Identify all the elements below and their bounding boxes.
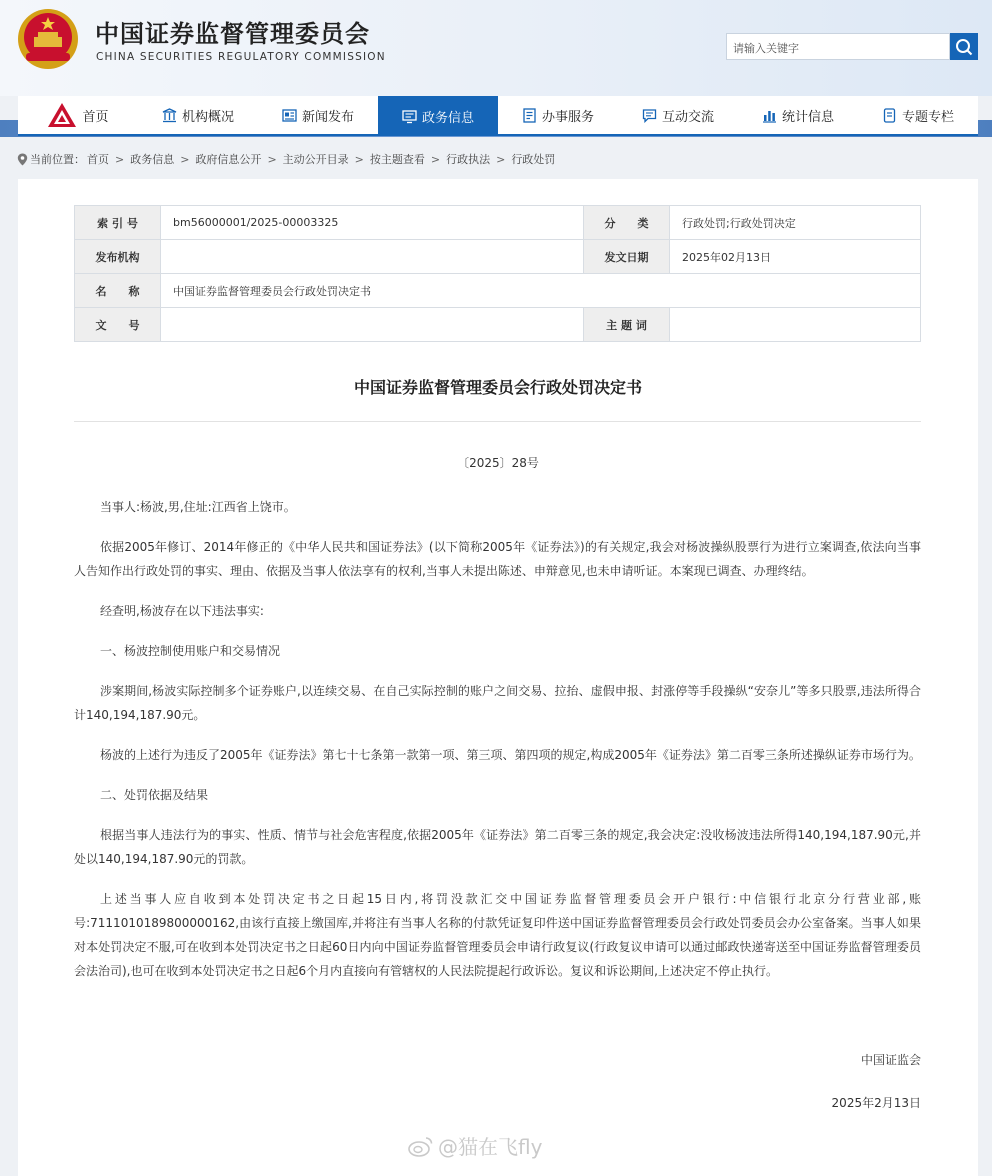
breadcrumb-link[interactable]: 主动公开目录 [282,153,349,166]
nav-statistics[interactable] [738,96,858,134]
nav-home[interactable] [18,96,138,134]
nav-institution[interactable] [138,96,258,134]
nav-home-label: 首页 [82,109,109,125]
nav-institution-label: 机构概况 [181,109,234,125]
breadcrumb-link[interactable]: 政府信息公开 [195,153,262,166]
search-input[interactable]: 请输入关键字 [726,33,950,60]
breadcrumb [17,151,555,167]
chat-icon [642,108,657,123]
paragraph: 当事人:杨波,男,住址:江西省上饶市。 [100,500,296,514]
nav-news-label: 新闻发布 [301,109,354,125]
meta-label: 主 题 词 [584,308,670,342]
nav-interaction-label: 互动交流 [661,109,714,125]
breadcrumb-separator: > [430,152,441,166]
news-icon [282,108,297,123]
content-panel [18,179,978,1176]
breadcrumb-link[interactable]: 按主题查看 [369,153,425,166]
site-subtitle: CHINA SECURITIES REGULATORY COMMISSION [96,51,386,63]
nav-government-info-label: 政务信息 [421,110,474,126]
chart-icon [762,108,777,123]
paragraph: 上述当事人应自收到本处罚决定书之日起15日内,将罚没款汇交中国证券监督管理委员会开户银行:中信银行北京分行营业部,账号:7111010189800000162,由该行直接上缴国库,并将注有当事人名称的付款凭证复印件送中国证券监督管理委员会行政处罚委员会办公室备案。当事人如果对本处罚决定不服,可在收到本处罚决定书之日起60日内向中国证券监督管理委员会申请行政复议(行政复议申请可以通过邮政快递寄送至中国证券监督管理委员会法治司),也可在收到本处罚决定书之日起6个月内直接向有管辖权的人民法院提起行政诉讼。复议和诉讼期间,上述决定不停止执行。 [74,892,921,978]
breadcrumb-separator: > [354,152,364,166]
breadcrumb-link[interactable]: 行政执法 [446,153,491,166]
meta-label: 名 称 [75,274,161,308]
location-pin-icon [17,153,28,166]
weibo-icon [408,1135,434,1157]
nav-government-info[interactable] [378,96,498,136]
divider [74,421,921,422]
paragraph: 杨波的上述行为违反了2005年《证券法》第七十七条第一款第一项、第三项、第四项的规定,构成2005年《证券法》第二百零三条所述操纵证券市场行为。 [100,748,921,762]
breadcrumb-link[interactable]: 行政处罚 [511,153,556,166]
section-heading: 一、杨波控制使用账户和交易情况 [100,644,281,658]
main-nav [18,96,978,136]
site-title[interactable]: 中国证券监督管理委员会 [95,20,370,48]
search-icon [955,38,973,56]
document-title: 中国证券监督管理委员会行政处罚决定书 [353,378,642,397]
breadcrumb-separator: > [180,152,190,166]
meta-value: 2025年02月13日 [670,240,921,274]
nav-statistics-label: 统计信息 [781,109,834,125]
meta-value: 行政处罚;行政处罚决定 [670,206,921,240]
nav-services-label: 办事服务 [541,109,594,125]
meta-label: 发文日期 [584,240,670,274]
meta-label: 分 类 [584,206,670,240]
document-number: 〔2025〕28号 [457,456,539,470]
metadata-table [74,205,921,342]
watermark [408,1131,542,1160]
paragraph: 根据当事人违法行为的事实、性质、情节与社会危害程度,依据2005年《证券法》第二百零三条的规定,我会决定:没收杨波违法所得140,194,187.90元,并处以140,194,187.90元的罚款。 [74,828,921,866]
meta-label: 发布机构 [75,240,161,274]
home-logo-icon [47,102,77,128]
breadcrumb-prefix: 当前位置： [30,153,85,166]
building-icon [162,108,177,123]
nav-special-topics-label: 专题专栏 [901,109,954,125]
document-icon [522,108,537,123]
breadcrumb-separator: > [267,152,277,166]
site-header [0,0,992,96]
sign-date: 2025年2月13日 [831,1096,921,1110]
meta-value: 中国证券监督管理委员会行政处罚决定书 [161,274,921,308]
signature: 中国证监会 [860,1053,921,1067]
national-emblem-icon [16,7,80,71]
breadcrumb-separator: > [496,152,506,166]
section-heading: 二、处罚依据及结果 [100,788,209,802]
monitor-icon [402,109,417,124]
nav-interaction[interactable] [618,96,738,134]
meta-label: 文 号 [75,308,161,342]
meta-value [161,240,584,274]
meta-value [670,308,921,342]
notebook-icon [882,108,897,123]
search-button[interactable] [950,33,978,60]
meta-value [161,308,584,342]
meta-label: 索 引 号 [75,206,161,240]
paragraph: 经查明,杨波存在以下违法事实: [100,604,264,618]
document-body [74,495,921,999]
nav-news[interactable] [258,96,378,134]
breadcrumb-link[interactable]: 政务信息 [130,153,175,166]
meta-value: bm56000001/2025-00003325 [161,206,584,240]
watermark-text: @猫在飞fly [438,1135,543,1159]
breadcrumb-link[interactable]: 首页 [87,153,109,166]
paragraph: 依据2005年修订、2014年修正的《中华人民共和国证券法》(以下简称2005年《证券法》)的有关规定,我会对杨波操纵股票行为进行立案调查,依法向当事人告知作出行政处罚的事实、理由、依据及当事人依法享有的权利,当事人未提出陈述、申辩意见,也未申请听证。本案现已调查、办理终结。 [74,540,921,578]
nav-special-topics[interactable] [858,96,978,134]
nav-services[interactable] [498,96,618,134]
paragraph: 涉案期间,杨波实际控制多个证券账户,以连续交易、在自己实际控制的账户之间交易、拉抬、虚假申报、封涨停等手段操纵“安奈儿”等多只股票,违法所得合计140,194,187.90元。 [74,684,921,722]
breadcrumb-separator: > [115,152,125,166]
